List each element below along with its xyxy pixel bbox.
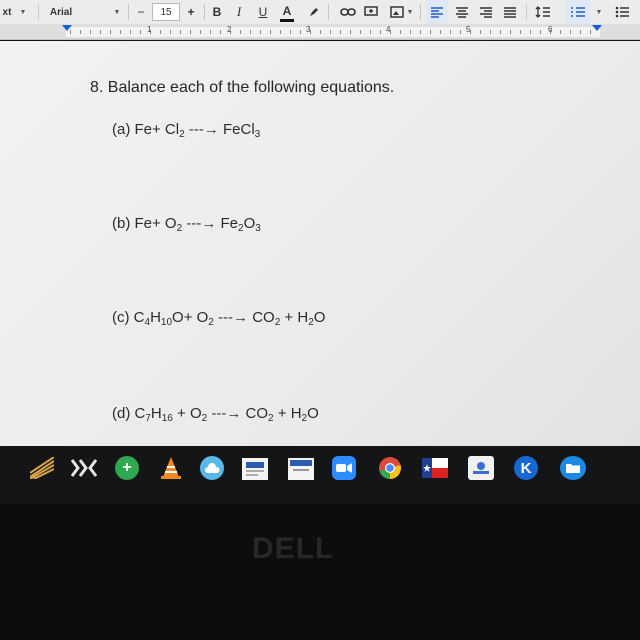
web-app-icon[interactable] — [288, 458, 314, 480]
divider — [204, 4, 205, 20]
ruler-tick — [540, 30, 541, 34]
line-spacing-icon[interactable] — [532, 0, 554, 24]
ruler-number: 3 — [306, 25, 311, 34]
equation-d: (d) $C_7H_{16} + O_2$ ---→ $CO_2 + H_2O$ — [112, 405, 319, 424]
ruler-tick — [180, 30, 181, 34]
chevron-down-icon[interactable]: ▼ — [19, 8, 27, 16]
k-app-label: K — [520, 459, 532, 477]
k-app-icon[interactable] — [514, 456, 538, 480]
equation-b: (b) $Fe+ O_2$ ---→ $Fe_2O_3$ — [112, 215, 261, 234]
ruler-tick — [100, 30, 101, 34]
ruler-tick — [440, 30, 441, 34]
ruler-tick — [590, 30, 591, 34]
ruler-tick — [450, 30, 451, 34]
ruler-tick — [330, 30, 331, 34]
highlight-pen-icon[interactable] — [306, 0, 322, 24]
ruler-tick — [430, 30, 431, 34]
ruler-tick — [120, 30, 121, 34]
style-name: xt — [2, 6, 12, 18]
bulleted-list-icon[interactable] — [612, 0, 632, 24]
ruler-tick — [290, 30, 291, 34]
chrome-icon[interactable] — [378, 456, 402, 480]
ruler-tick — [480, 30, 481, 34]
ruler-tick — [280, 30, 281, 34]
ruler-tick — [460, 30, 461, 34]
ruler-tick — [250, 30, 251, 34]
ruler-tick — [70, 30, 71, 34]
question-heading: 8. Balance each of the following equations. — [90, 79, 395, 96]
ruler-number: 4 — [386, 25, 391, 34]
mp3-app-icon[interactable] — [468, 456, 494, 480]
align-center-icon[interactable] — [452, 0, 472, 24]
ruler-tick — [560, 30, 561, 34]
ruler-tick — [80, 30, 81, 34]
sun-logo-icon[interactable] — [30, 457, 54, 479]
ruler-tick — [190, 30, 191, 34]
ruler-tick — [220, 30, 221, 34]
font-size-value: 15 — [160, 6, 172, 18]
right-indent-marker[interactable] — [592, 25, 602, 31]
ruler-tick — [580, 30, 581, 34]
ruler-tick — [350, 30, 351, 34]
italic-button[interactable]: I — [236, 4, 242, 19]
document-page[interactable] — [0, 41, 640, 446]
ruler-tick — [110, 30, 111, 34]
zoom-camera-icon[interactable] — [332, 456, 356, 480]
insert-link-icon[interactable] — [338, 0, 358, 24]
ruler-tick — [270, 30, 271, 34]
formatting-toolbar — [0, 0, 640, 24]
font-size-input[interactable] — [152, 3, 180, 21]
ruler-tick — [200, 30, 201, 34]
ruler-tick — [500, 30, 501, 34]
ruler-number: 6 — [548, 25, 553, 34]
insert-comment-icon[interactable] — [362, 0, 380, 24]
ruler-tick — [130, 30, 131, 34]
chevron-down-icon[interactable]: ▼ — [595, 8, 603, 16]
ruler-tick — [530, 30, 531, 34]
files-folder-icon[interactable] — [560, 456, 586, 480]
taskbar — [0, 446, 640, 504]
ruler-tick — [300, 30, 301, 34]
ruler-tick — [400, 30, 401, 34]
ruler-tick — [210, 30, 211, 34]
increase-font-size-button[interactable]: + — [187, 5, 195, 19]
ruler-tick — [410, 30, 411, 34]
equation-a: (a) $Fe+ Cl_2$ ---→ FeCl$_3$ — [112, 121, 261, 140]
align-left-icon[interactable] — [426, 0, 448, 24]
reader-app-icon[interactable] — [242, 458, 268, 480]
vlc-cone-icon[interactable] — [160, 456, 182, 480]
text-color-button[interactable]: A — [280, 2, 294, 22]
bracket-app-icon[interactable] — [70, 458, 98, 478]
divider — [328, 4, 329, 20]
underline-button[interactable]: U — [258, 5, 268, 19]
chevron-down-icon[interactable]: ▼ — [406, 8, 414, 16]
divider — [526, 4, 527, 20]
numbered-list-icon[interactable] — [566, 0, 590, 24]
ruler-number: 5 — [466, 25, 471, 34]
ruler-tick — [520, 30, 521, 34]
ruler-tick — [260, 30, 261, 34]
dell-logo: DELL — [252, 532, 335, 565]
align-justify-icon[interactable] — [500, 0, 520, 24]
ruler-tick — [160, 30, 161, 34]
cloud-app-icon[interactable] — [200, 456, 224, 480]
ruler-number: 1 — [147, 25, 152, 34]
font-select[interactable] — [48, 0, 74, 24]
ruler-tick — [320, 30, 321, 34]
bold-button[interactable]: B — [212, 5, 222, 19]
font-name: Arial — [49, 6, 73, 18]
ruler-tick — [370, 30, 371, 34]
ruler-number: 2 — [227, 25, 232, 34]
divider — [128, 4, 129, 20]
ruler-tick — [240, 30, 241, 34]
ruler-tick — [340, 30, 341, 34]
style-select[interactable] — [0, 0, 14, 24]
decrease-font-size-button[interactable]: − — [137, 5, 145, 19]
ruler-tick — [360, 30, 361, 34]
equation-c: (c) $C_4H_{10}O+ O_2$ ---→ $CO_2 + H_2O$ — [112, 309, 326, 328]
add-app-icon[interactable]: + — [115, 456, 139, 480]
divider — [38, 4, 39, 20]
ruler-tick — [420, 30, 421, 34]
ruler-tick — [510, 30, 511, 34]
ruler-tick — [490, 30, 491, 34]
ruler-tick — [140, 30, 141, 34]
divider — [420, 4, 421, 20]
ruler-tick — [380, 30, 381, 34]
chevron-down-icon[interactable]: ▼ — [113, 8, 121, 16]
insert-image-icon[interactable] — [388, 0, 406, 24]
align-right-icon[interactable] — [476, 0, 496, 24]
laptop-bezel — [0, 504, 640, 640]
ruler-tick — [170, 30, 171, 34]
ruler-tick — [570, 30, 571, 34]
ruler[interactable] — [0, 24, 640, 40]
flag-app-icon[interactable] — [422, 458, 448, 478]
ruler-tick — [90, 30, 91, 34]
